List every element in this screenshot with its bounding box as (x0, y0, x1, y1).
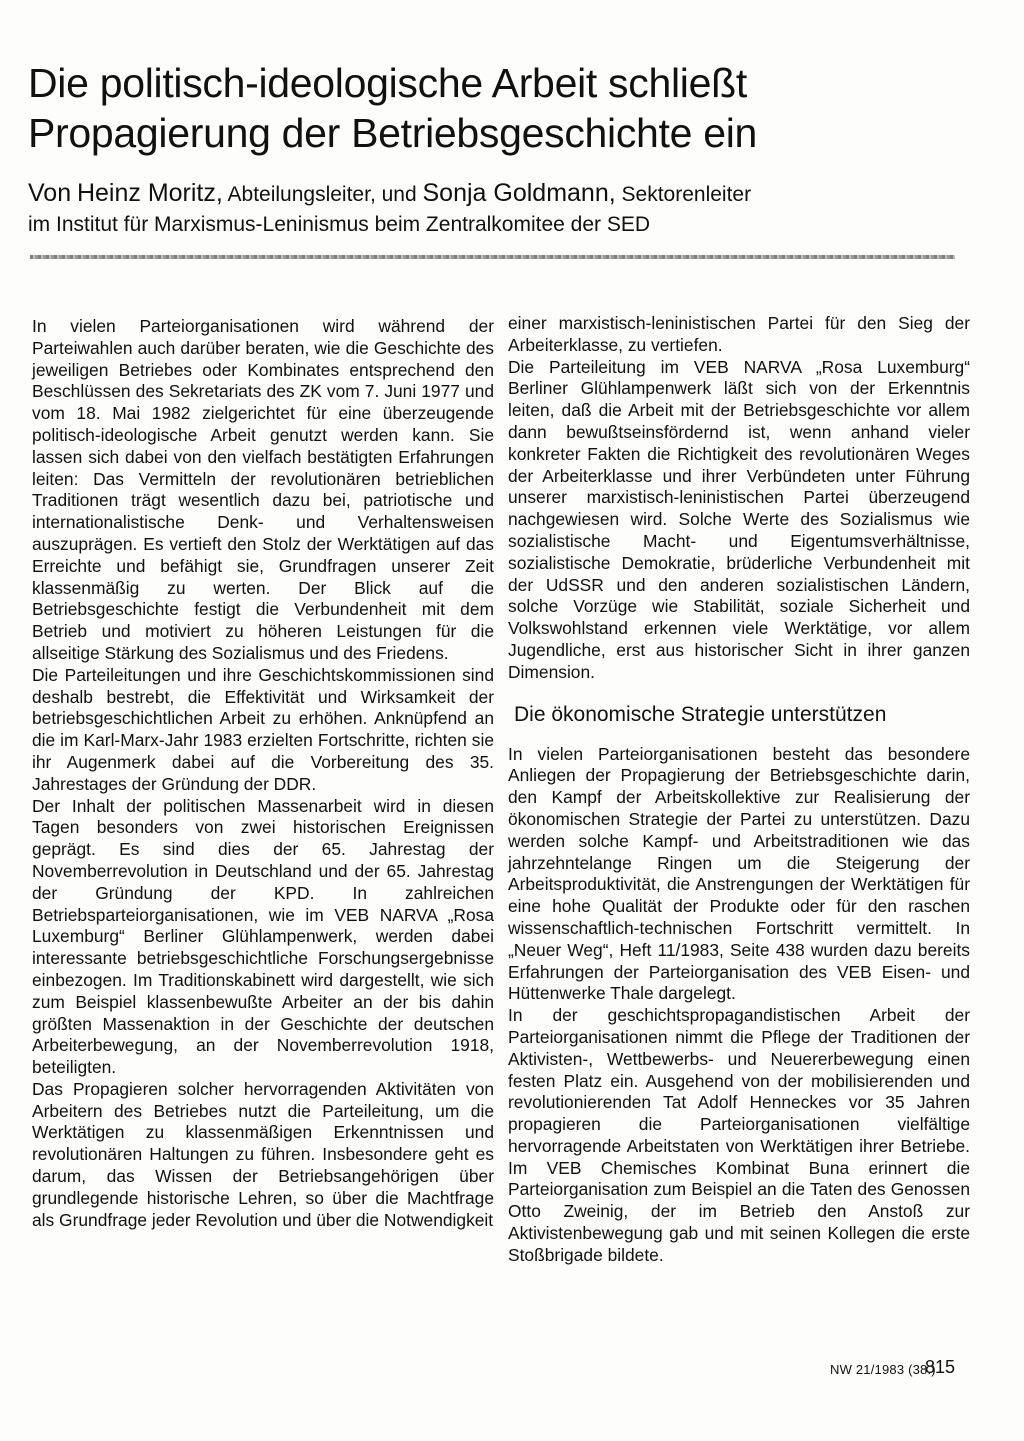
byline (28, 178, 988, 240)
affiliation: im Institut für Marxismus-Leninismus beim Zentralkomitee der SED (28, 213, 651, 236)
header-divider (30, 255, 955, 259)
paragraph: Die Parteileitungen und ihre Geschichtskommissionen sind deshalb bestrebt, die Effektivität und Wirksamkeit der betriebsgeschichtlichen Arbeit zu erhöhen. Anknüpfend an die im Karl-Marx-Jahr 1983 erzielten Fortschritte, richten sie ihr Augenmerk dabei auf die Vorbereitung des 35. Jahrestages der Gründung der DDR. (32, 664, 494, 794)
author-2: Sonja Goldmann, (422, 179, 616, 207)
title-line-2: Propagierung der Betriebsgeschichte ein (28, 110, 758, 156)
paragraph: In vielen Parteiorganisationen wird während der Parteiwahlen auch darüber beraten, wie die Geschichte des jeweiligen Betriebes oder Kombinates entsprechend den Beschlüssen des Sekretariats des ZK vom 7. Juni 1977 und vom 18. Mai 1982 zielgerichtet für eine überzeugende politisch-ideologische Arbeit genutzt werden kann. Sie lassen sich dabei von den vielfach bestätigten Erfahrungen leiten: Das Vermitteln der revolutionären betrieblichen Traditionen trägt wesentlich dazu bei, patriotische und internationalistische Denk- und Verhaltensweisen auszuprägen. Es vertieft den Stolz der Werktätigen auf das Erreichte und befähigt sie, Grundfragen unserer Zeit klassenmäßig zu werten. Der Blick auf die Betriebsgeschichte festigt die Verbundenheit mit dem Betrieb und motiviert zu höheren Leistungen für die allseitige Stärkung des Sozialismus und des Friedens. (32, 316, 494, 663)
section-heading: Die ökonomische Strategie unterstützen (514, 702, 887, 726)
author-2-role: Sektorenleiter (621, 183, 752, 206)
paragraph: In vielen Parteiorganisationen besteht das besondere Anliegen der Propagierung der Betriebsgeschichte darin, den Kampf der Arbeitskollektive zur Realisierung der ökonomischen Strategie der Partei zu unterstützen. Dazu werden solche Kampf- und Arbeitstraditionen wie das jahrzehntelange Ringen um die Steigerung der Arbeitsproduktivität, die Anstrengungen der Werktätigen für eine hohe Qualität der Produkte oder für den raschen wissenschaftlich-technischen Fortschritt vermittelt. In „Neuer Weg“, Heft 11/1983, Seite 438 wurden dazu bereits Erfahrungen der Parteiorganisation des VEB Eisen- und Hüttenwerke Thale dargelegt. (508, 743, 970, 1004)
paragraph: Das Propagieren solcher hervorragenden Aktivitäten von Arbeitern des Betriebes nutzt die Parteileitung, um die Werktätigen zu klassenmäßigen Erkenntnissen und revolutionären Haltungen zu führen. Insbesondere geht es darum, das Wissen der Betriebsangehörigen über grundlegende historische Lehren, so über die Machtfrage als Grundfrage jeder Revolution und über die Notwendigkeit (32, 1078, 494, 1230)
issue-reference: NW 21/1983 (38.) (830, 1362, 936, 1377)
author-1-role: Abteilungsleiter, und (227, 183, 417, 206)
right-column (508, 313, 970, 1267)
page-number: 815 (925, 1357, 956, 1377)
paragraph: In der geschichtspropagandistischen Arbeit der Parteiorganisationen nimmt die Pflege der Traditionen der Aktivisten-, Wettbewerbs- und Neuererbewegung einen festen Platz ein. Ausgehend von der mobilisierenden und revolutionierenden Tat Adolf Henneckes vor 35 Jahren propagieren die Parteiorganisationen vielfältige hervorragende Arbeitstaten von Werktätigen ihrer Betriebe. Im VEB Chemisches Kombinat Buna erinnert die Parteiorganisation zum Beispiel an die Taten des Genossen Otto Zweinig, der im Betrieb den Anstoß zur Aktivistenbewegung gab und mit seinen Kollegen die erste Stoßbrigade bildete. (508, 1005, 970, 1265)
author-1: Heinz Moritz, (76, 179, 223, 207)
article-title (28, 58, 988, 158)
byline-prefix: Von (28, 179, 72, 207)
title-line-1: Die politisch-ideologische Arbeit schließt (28, 60, 747, 106)
left-column (32, 316, 494, 1231)
paragraph: einer marxistisch-leninistischen Partei für den Sieg der Arbeiterklasse, zu vertiefen. (508, 313, 970, 355)
paragraph: Der Inhalt der politischen Massenarbeit wird in diesen Tagen besonders von zwei historischen Ereignissen geprägt. Es sind dies der 65. Jahrestag der Novemberrevolution in Deutschland und der 65. Jahrestag der Gründung der KPD. In zahlreichen Betriebsparteiorganisationen, wie im VEB NARVA „Rosa Luxemburg“ Berliner Glühlampenwerk, werden dabei interessante betriebsgeschichtliche Forschungsergebnisse einbezogen. Im Traditionskabinett wird dargestellt, wie sich zum Beispiel klassenbewußte Arbeiter an der bis dahin größten Massenaktion in der Geschichte der deutschen Arbeiterbewegung, an der Novemberrevolution 1918, beteiligten. (32, 795, 494, 1078)
paragraph: Die Parteileitung im VEB NARVA „Rosa Luxemburg“ Berliner Glühlampenwerk läßt sich von der Erkenntnis leiten, daß die Arbeit mit der Betriebsgeschichte vor allem dann bewußtseinsfördernd ist, wenn anhand vieler konkreter Fakten die Richtigkeit des revolutionären Weges der Arbeiterklasse und ihrer Verbündeten unter Führung unserer marxistisch-leninistischen Partei überzeugend nachgewiesen wird. Solche Werte des Sozialismus wie sozialistische Macht- und Eigentumsverhältnisse, sozialistische Demokratie, brüderliche Verbundenheit mit der UdSSR und den anderen sozialistischen Ländern, solche Vorzüge wie Stabilität, soziale Sicherheit und Volkswohlstand erkennen viele Werktätige, vor allem Jugendliche, erst aus historischer Sicht in ihrer ganzen Dimension. (508, 356, 970, 682)
